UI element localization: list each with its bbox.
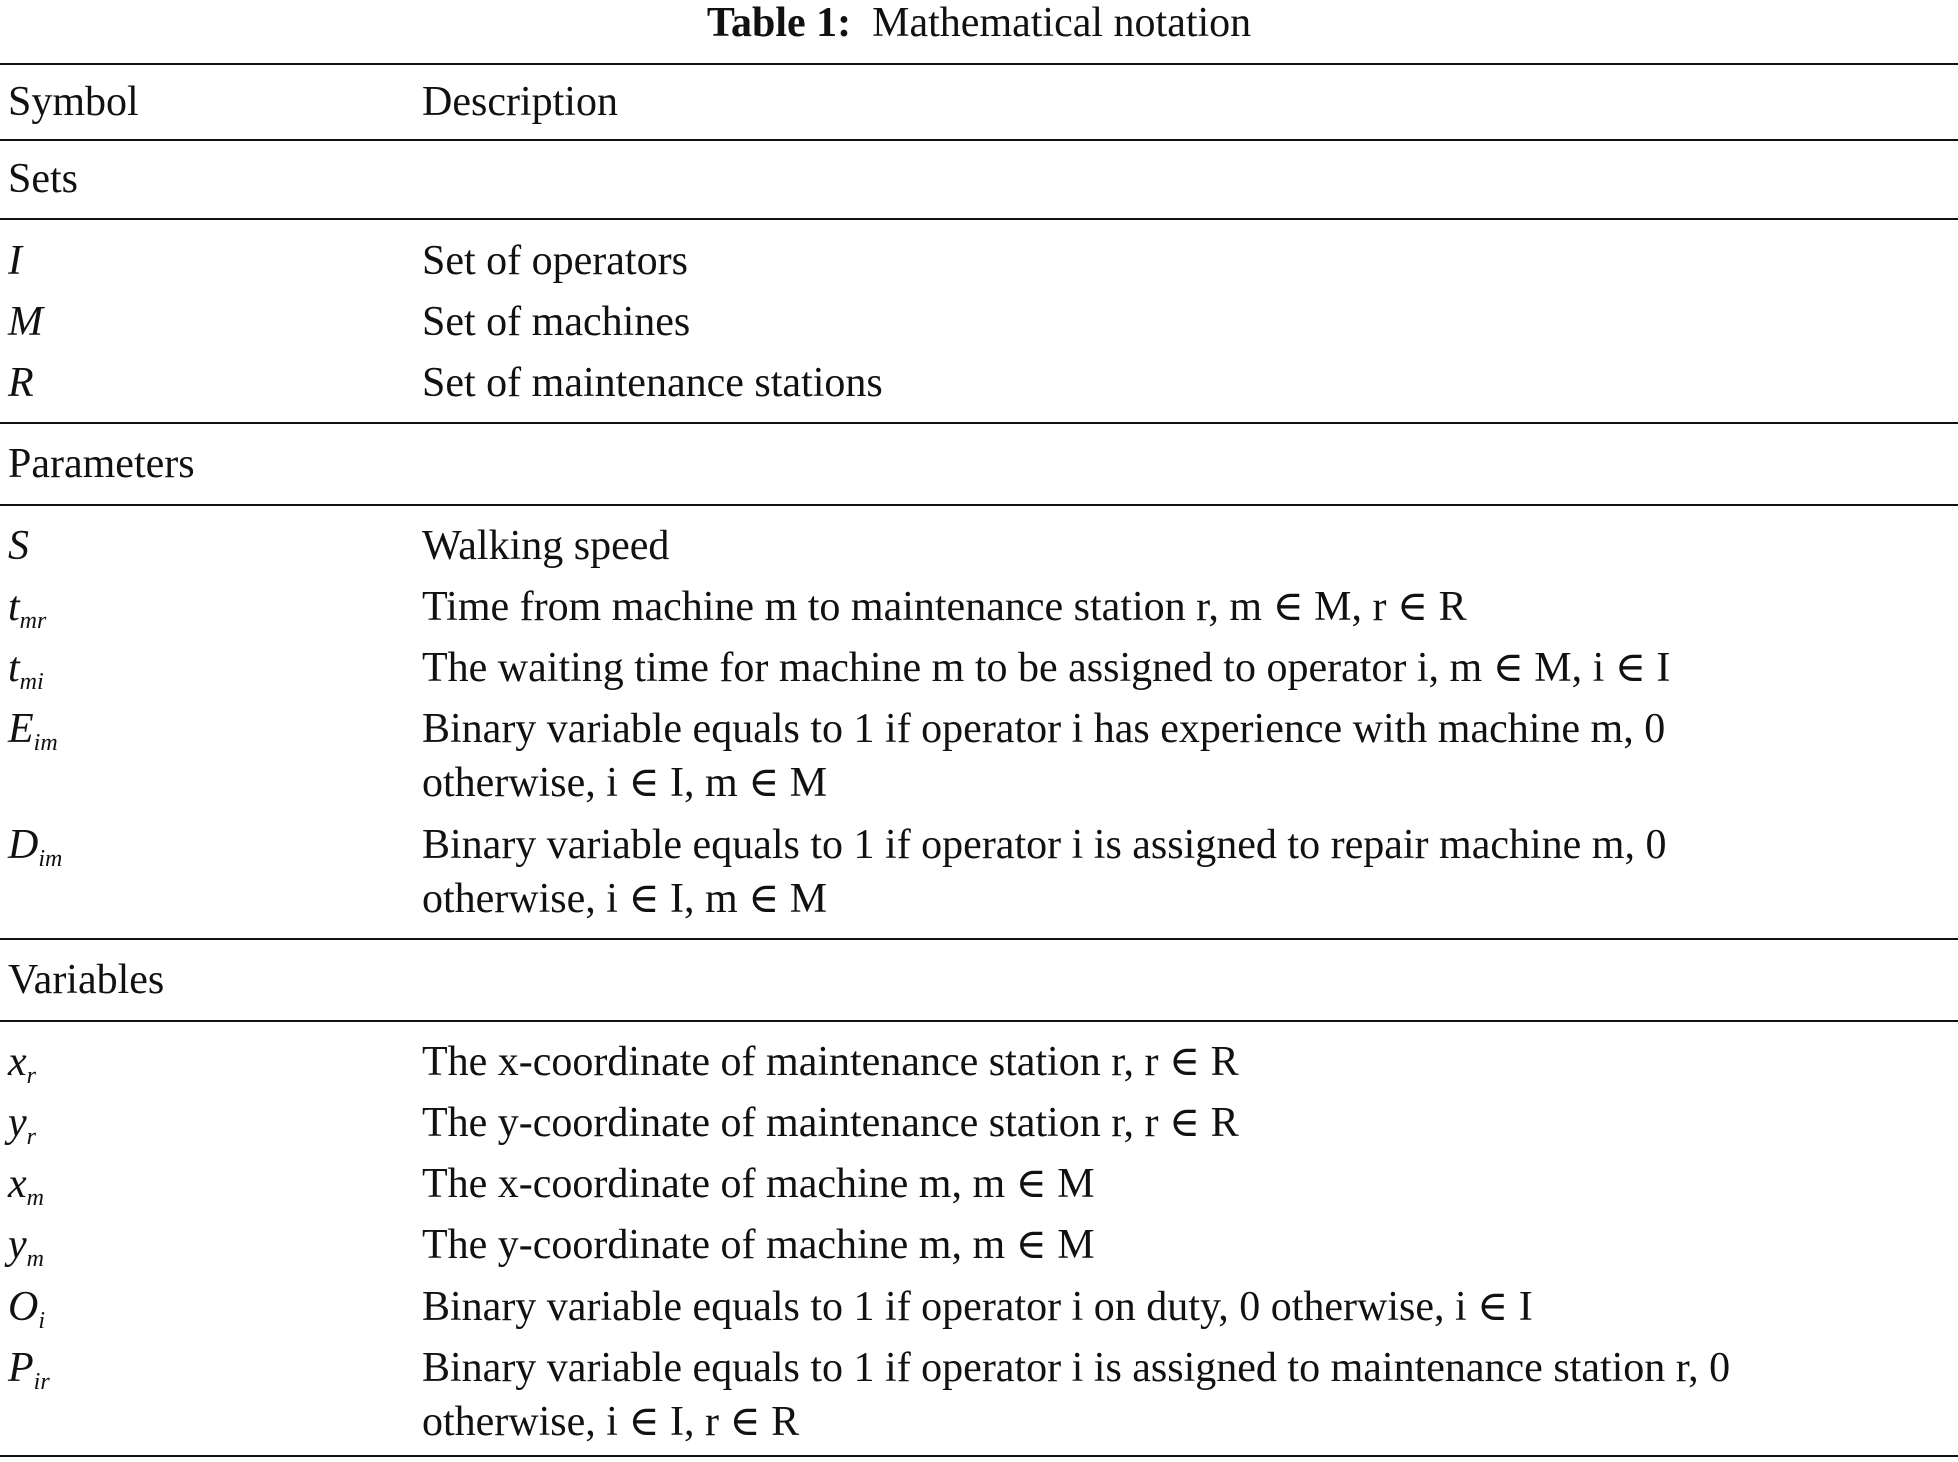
variables-rule — [0, 1020, 1958, 1022]
variables-top-rule — [0, 938, 1958, 940]
row-description-line-1: Binary variable equals to 1 if operator i is assigned to maintenance station r, 0 — [422, 1345, 1731, 1391]
symbol-subscript: r — [26, 1063, 36, 1089]
row-description: The x-coordinate of machine m, m ∈ M — [422, 1161, 1095, 1207]
row-symbol — [8, 295, 43, 349]
symbol-letter: I — [8, 238, 22, 284]
symbol-letter: y — [8, 1222, 27, 1268]
row-description: Set of operators — [422, 238, 688, 284]
row-description-line-2: otherwise, i ∈ I, m ∈ M — [422, 876, 828, 922]
symbol-letter: y — [8, 1100, 27, 1146]
row-symbol — [8, 356, 34, 410]
row-description-line-1: Binary variable equals to 1 if operator i has experience with machine m, 0 — [422, 706, 1666, 752]
row-description-line-1: Binary variable equals to 1 if operator i is assigned to repair machine m, 0 — [422, 822, 1667, 868]
row-symbol — [8, 1035, 36, 1089]
row-description: The waiting time for machine m to be assigned to operator i, m ∈ M, i ∈ I — [422, 645, 1671, 691]
row-symbol — [8, 702, 58, 756]
header-rule — [0, 139, 1958, 141]
row-symbol — [8, 580, 46, 634]
symbol-subscript: m — [26, 1246, 44, 1272]
symbol-letter: x — [8, 1039, 27, 1085]
parameters-top-rule — [0, 422, 1958, 424]
group-title-sets-label: Sets — [8, 156, 79, 202]
top-rule — [0, 63, 1958, 65]
row-symbol — [8, 234, 22, 288]
row-symbol — [8, 1157, 44, 1211]
row-description: Binary variable equals to 1 if operator i on duty, 0 otherwise, i ∈ I — [422, 1284, 1533, 1330]
symbol-letter: E — [8, 706, 34, 752]
row-symbol — [8, 641, 44, 695]
symbol-subscript: ir — [33, 1369, 50, 1395]
header-symbol: Symbol — [8, 79, 139, 125]
row-description: Walking speed — [422, 523, 670, 569]
row-symbol — [8, 1280, 45, 1334]
row-description: The x-coordinate of maintenance station r, r ∈ R — [422, 1039, 1239, 1085]
row-description-line-2: otherwise, i ∈ I, m ∈ M — [422, 760, 828, 806]
symbol-subscript: mr — [19, 608, 47, 634]
group-title-variables-label: Variables — [8, 957, 165, 1003]
symbol-letter: M — [8, 299, 43, 345]
table-label: Table 1: — [706, 0, 852, 46]
symbol-letter: S — [8, 523, 29, 569]
symbol-letter: D — [8, 822, 39, 868]
symbol-subscript: i — [38, 1308, 46, 1334]
symbol-letter: t — [8, 645, 20, 691]
bottom-rule — [0, 1455, 1958, 1457]
parameters-rule — [0, 504, 1958, 506]
row-description: The y-coordinate of machine m, m ∈ M — [422, 1222, 1095, 1268]
row-description: Time from machine m to maintenance station r, m ∈ M, r ∈ R — [422, 584, 1467, 630]
symbol-letter: O — [8, 1284, 39, 1330]
symbol-subscript: im — [38, 846, 63, 872]
symbol-letter: P — [8, 1345, 34, 1391]
symbol-letter: x — [8, 1161, 27, 1207]
row-description: Set of machines — [422, 299, 691, 345]
row-description: Set of maintenance stations — [422, 360, 883, 406]
symbol-subscript: im — [33, 730, 58, 756]
table-title: Mathematical notation — [872, 0, 1252, 46]
header-description: Description — [422, 79, 618, 125]
row-symbol — [8, 1096, 36, 1150]
symbol-letter: t — [8, 584, 20, 630]
row-description-line-2: otherwise, i ∈ I, r ∈ R — [422, 1399, 800, 1445]
row-symbol — [8, 1218, 44, 1272]
symbol-subscript: r — [26, 1124, 36, 1150]
row-symbol — [8, 818, 62, 872]
group-title-parameters-label: Parameters — [8, 441, 195, 487]
symbol-subscript: mi — [19, 669, 44, 695]
sets-rule — [0, 218, 1958, 220]
table-caption — [0, 0, 1958, 46]
symbol-subscript: m — [26, 1185, 44, 1211]
row-symbol — [8, 1341, 50, 1395]
symbol-letter: R — [8, 360, 34, 406]
row-symbol — [8, 519, 29, 573]
row-description: The y-coordinate of maintenance station r, r ∈ R — [422, 1100, 1239, 1146]
